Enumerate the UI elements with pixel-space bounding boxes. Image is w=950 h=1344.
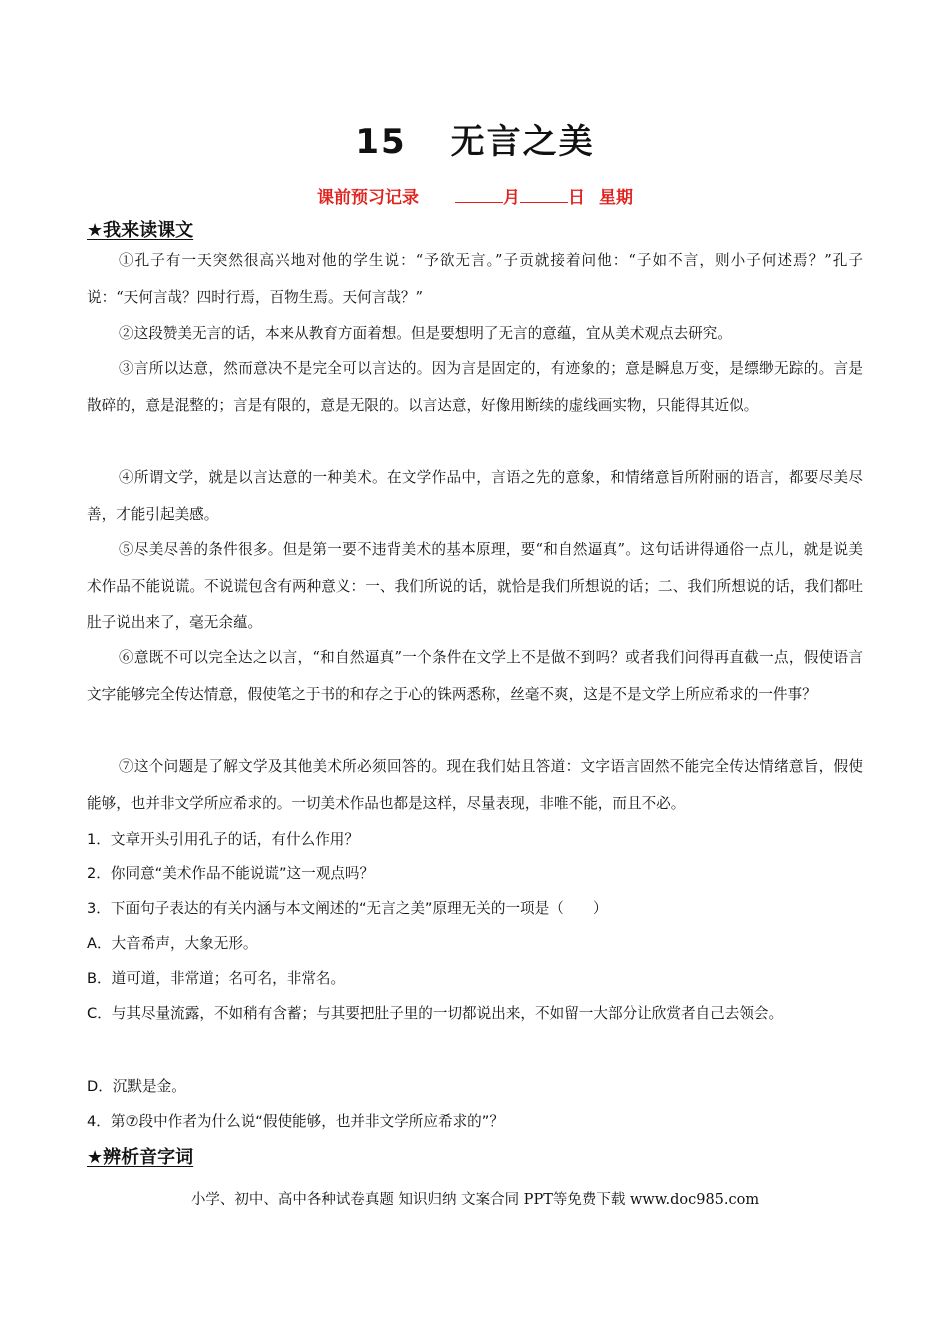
page-title [0, 114, 950, 163]
day-blank [520, 188, 568, 203]
preview-record-line [0, 183, 950, 208]
option-d: D．沉默是金。 [87, 1078, 186, 1095]
paragraph-1: ①孔子有一天突然很高兴地对他的学生说：“予欲无言。”子贡就接着问他：“子如不言，则小子何述焉？”孔子说：“天何言哉？四时行焉，百物生焉。天何言哉？” [87, 252, 863, 306]
paragraph-7: ⑦这个问题是了解文学及其他美术所必须回答的。现在我们姑且答道：文字语言固然不能完全传达情绪意旨，假使能够，也并非文学所应希求的。一切美术作品也都是这样，尽量表现，非唯不能，而且不必。 [87, 758, 863, 812]
paragraph-5: ⑤尽美尽善的条件很多。但是第一要不违背美术的基本原理，要“和自然逼真”。这句话讲得通俗一点儿，就是说美术作品不能说谎。不说谎包含有两种意义：一、我们所说的话，就恰是我们所想说的话；二、我们所想说的话，我们都吐肚子说出来了，毫无余蕴。 [87, 541, 863, 631]
section-reading-heading: ★我来读课文 [87, 220, 194, 241]
option-a: A．大音希声，大象无形。 [87, 935, 258, 952]
month-blank [455, 188, 503, 203]
lesson-number: 15 [355, 122, 407, 162]
weekday-label: 星期 [599, 188, 633, 208]
day-label: 日 [568, 188, 585, 208]
option-c: C．与其尽量流露，不如稍有含蓄；与其要把肚子里的一切都说出来，不如留一大部分让欣赏者自己去领会。 [87, 1005, 784, 1022]
question-4: 4．第⑦段中作者为什么说“假使能够，也并非文学所应希求的”？ [87, 1113, 504, 1130]
question-2: 2．你同意“美术作品不能说谎”这一观点吗？ [87, 865, 375, 882]
option-b: B．道可道，非常道；名可名，非常名。 [87, 970, 346, 987]
question-3: 3．下面句子表达的有关内涵与本文阐述的“无言之美”原理无关的一项是（ ） [87, 900, 608, 917]
lesson-title: 无言之美 [450, 122, 595, 162]
paragraph-3: ③言所以达意，然而意决不是完全可以言达的。因为言是固定的，有迹象的；意是瞬息万变，是缥缈无踪的。言是散碎的，意是混整的；言是有限的，意是无限的。以言达意，好像用断续的虚线画实物，只能得其近似。 [87, 360, 863, 414]
paragraph-4: ④所谓文学，就是以言达意的一种美术。在文学作品中，言语之先的意象，和情绪意旨所附丽的语言，都要尽美尽善，才能引起美感。 [87, 469, 863, 523]
paragraph-6: ⑥意既不可以完全达之以言，“和自然逼真”一个条件在文学上不是做不到吗？或者我们问得再直截一点，假使语言文字能够完全传达情意，假使笔之于书的和存之于心的铢两悉称，丝毫不爽，这是不是文学上所应希求的一件事？ [87, 649, 863, 703]
record-label: 课前预习记录 [317, 188, 419, 208]
month-label: 月 [503, 188, 520, 208]
page-footer: 小学、初中、高中各种试卷真题 知识归纳 文案合同 PPT等免费下载 www.doc985.com [190, 1192, 760, 1208]
question-1: 1．文章开头引用孔子的话，有什么作用？ [87, 831, 359, 848]
section-analysis-heading: ★辨析音字词 [87, 1147, 194, 1168]
paragraph-2: ②这段赞美无言的话，本来从教育方面着想。但是要想明了无言的意蕴，宜从美术观点去研究。 [119, 325, 732, 342]
